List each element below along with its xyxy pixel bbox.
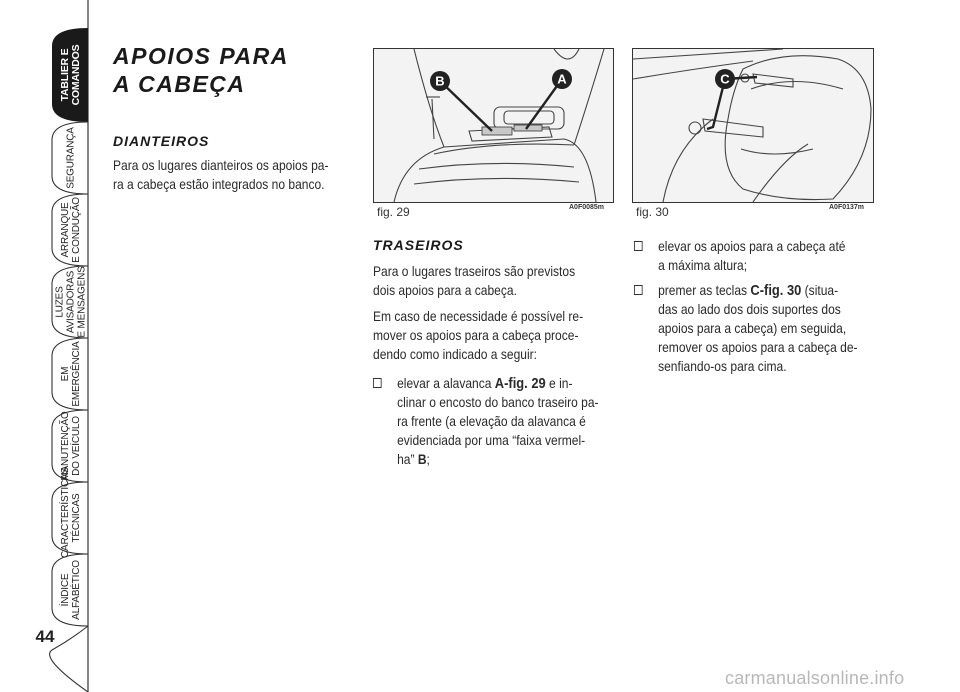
step-raise-headrests xyxy=(634,237,858,275)
figure-30-illustration xyxy=(633,49,873,202)
step2-line2: a máxima altura; xyxy=(658,257,748,273)
step3-line4: remover os apoios para a cabeça de- xyxy=(658,339,858,355)
rear-p2-line3: dendo como indicado a seguir: xyxy=(373,346,537,362)
figure-29-illustration xyxy=(374,49,613,202)
rear-heading: TRASEIROS xyxy=(373,237,464,253)
checkbox-bullet-icon xyxy=(634,241,643,251)
page-number: 44 xyxy=(35,627,55,646)
page-title xyxy=(113,42,289,98)
tab-tablier-comandos[interactable]: TABLIER E COMANDOS xyxy=(59,44,82,106)
callout-b: B xyxy=(435,73,445,89)
lever-a xyxy=(482,127,512,135)
tab-seguranca[interactable]: SEGURANÇA xyxy=(65,127,77,189)
step3-ref-fig30: C-fig. 30 xyxy=(750,282,802,299)
step1-ref-b: B xyxy=(417,451,427,467)
figure-30-code: A0F0137m xyxy=(829,204,865,211)
chapter-sidebar xyxy=(0,0,92,692)
step1-line3: ra frente (a elevação da alavanca é xyxy=(397,413,586,429)
figure-29-rear-seat-lever xyxy=(373,48,614,203)
step1-text-mid: e in- xyxy=(545,375,573,391)
front-paragraph xyxy=(113,156,329,194)
checkbox-bullet-icon xyxy=(634,285,643,295)
tab-em-emergencia[interactable]: EM EMERGÊNCIA xyxy=(60,341,82,407)
tab-manutencao-veiculo[interactable]: MANUTENÇÃO DO VEÍCULO xyxy=(60,411,82,481)
rear-paragraph-1 xyxy=(373,262,575,300)
front-heading: DIANTEIROS xyxy=(113,133,210,149)
step3-line3: apoios para a cabeça) em seguida, xyxy=(658,320,847,336)
rear-steps-list-2 xyxy=(634,237,858,382)
tab-indice-alfabetico[interactable]: ÍNDICE ALFABÉTICO xyxy=(60,560,82,620)
step-raise-lever xyxy=(373,374,599,469)
figure-30-headrest-buttons xyxy=(632,48,874,203)
callout-c: C xyxy=(720,71,730,87)
step1-text-post: ; xyxy=(426,451,430,467)
step1-line5: ha” xyxy=(397,451,418,467)
step1-line4: evidenciada por uma “faixa vermel- xyxy=(397,432,586,448)
step3-line5: senfiando-os para cima. xyxy=(658,358,787,374)
step1-text-pre: elevar a alavanca xyxy=(397,375,495,391)
figure-30-caption: fig. 30 xyxy=(636,205,669,219)
step1-ref-fig29: A-fig. 29 xyxy=(494,375,546,392)
figure-29-code: A0F0085m xyxy=(569,204,605,211)
step3-text-mid: (situa- xyxy=(801,282,839,298)
callout-a: A xyxy=(557,71,567,87)
step3-text-pre: premer as teclas xyxy=(658,282,751,298)
figure-29-caption: fig. 29 xyxy=(377,205,410,219)
rear-p1-line1: Para o lugares traseiros são previstos xyxy=(373,263,576,279)
rear-steps-list-1 xyxy=(373,374,599,475)
front-text-line1: Para os lugares dianteiros os apoios pa- xyxy=(113,157,329,173)
step1-line2: clinar o encosto do banco traseiro pa- xyxy=(397,394,599,410)
rear-paragraph-2 xyxy=(373,307,583,364)
page-title-line2: A CABEÇA xyxy=(113,71,246,97)
page-title-line1: APOIOS PARA xyxy=(113,43,289,69)
rear-p1-line2: dois apoios para a cabeça. xyxy=(373,282,517,298)
step3-line2: das ao lado dos dois suportes dos xyxy=(658,301,841,317)
step-press-buttons xyxy=(634,281,858,376)
tab-caracteristicas-tecnicas[interactable]: CARACTERÍSTICAS TÉCNICAS xyxy=(60,467,82,558)
checkbox-bullet-icon xyxy=(373,378,382,388)
rear-p2-line1: Em caso de necessidade é possível re- xyxy=(373,308,584,324)
step2-line1: elevar os apoios para a cabeça até xyxy=(658,238,846,254)
tab-arranque-conducao[interactable]: ARRANQUE E CONDUÇÃO xyxy=(60,197,82,263)
front-text-line2: ra a cabeça estão integrados no banco. xyxy=(113,176,325,192)
footer-watermark: carmanualsonline.info xyxy=(725,668,905,688)
rear-p2-line2: mover os apoios para a cabeça proce- xyxy=(373,327,579,343)
tab-luzes-avisadoras[interactable]: LUZES AVISADORAS E MENSAGENS xyxy=(54,266,88,338)
